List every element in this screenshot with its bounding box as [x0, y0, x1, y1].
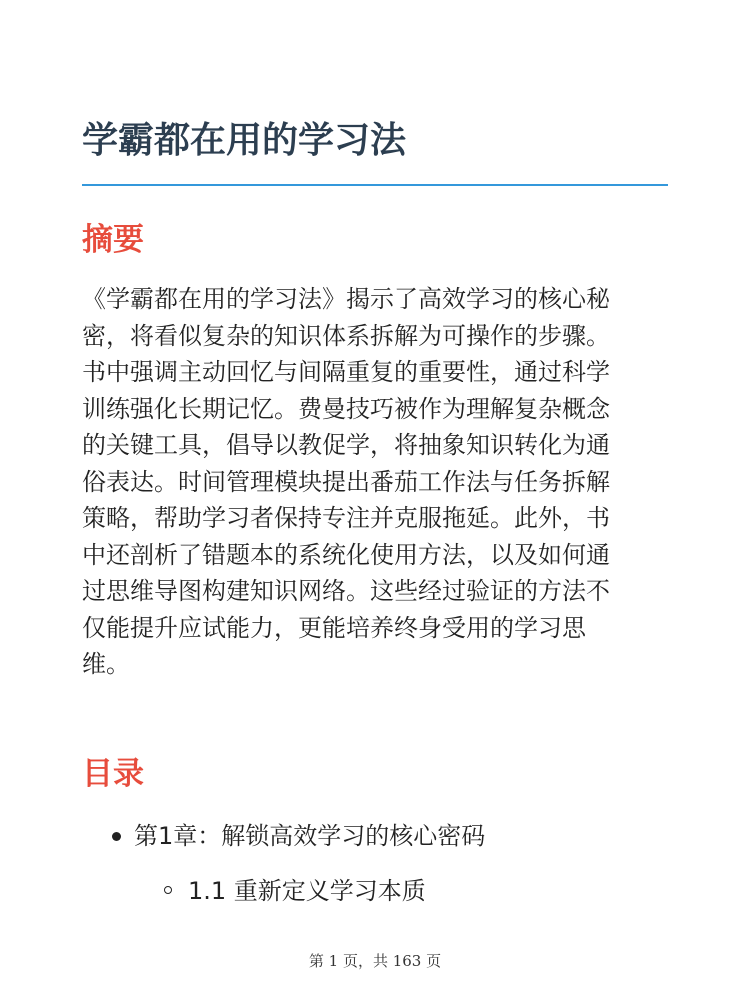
document-title: 学霸都在用的学习法: [82, 120, 407, 161]
summary-line: 《学霸都在用的学习法》揭示了高效学习的核心秘: [82, 285, 610, 313]
toc-heading: 目录: [82, 756, 144, 792]
page-number-footer: 第 1 页，共 163 页: [308, 952, 442, 970]
summary-line: 训练强化长期记忆。费曼技巧被作为理解复杂概念: [82, 394, 610, 423]
toc-item-section-1-1[interactable]: 1.1 重新定义学习本质: [188, 877, 426, 905]
document-page: [82, 0, 668, 1000]
summary-line: 过思维导图构建知识网络。这些经过验证的方法不: [82, 577, 610, 605]
summary-line: 仅能提升应试能力，更能培养终身受用的学习思: [82, 613, 586, 642]
summary-paragraph: [82, 281, 668, 683]
summary-line: 维。: [82, 650, 130, 678]
bullet-circle-icon: [164, 886, 172, 894]
summary-line: 密，将看似复杂的知识体系拆解为可操作的步骤。: [82, 321, 610, 350]
summary-line: 的关键工具，倡导以教促学，将抽象知识转化为通: [82, 431, 610, 459]
summary-heading: 摘要: [82, 222, 144, 258]
summary-line: 书中强调主动回忆与间隔重复的重要性，通过科学: [82, 358, 610, 386]
toc-item-chapter-1[interactable]: 第1章：解锁高效学习的核心密码: [134, 822, 486, 850]
title-divider: [82, 184, 668, 186]
summary-line: 策略，帮助学习者保持专注并克服拖延。此外，书: [82, 504, 610, 532]
summary-line: 中还剖析了错题本的系统化使用方法，以及如何通: [82, 540, 610, 569]
summary-line: 俗表达。时间管理模块提出番茄工作法与任务拆解: [82, 467, 610, 496]
bullet-disc-icon: [112, 832, 121, 841]
